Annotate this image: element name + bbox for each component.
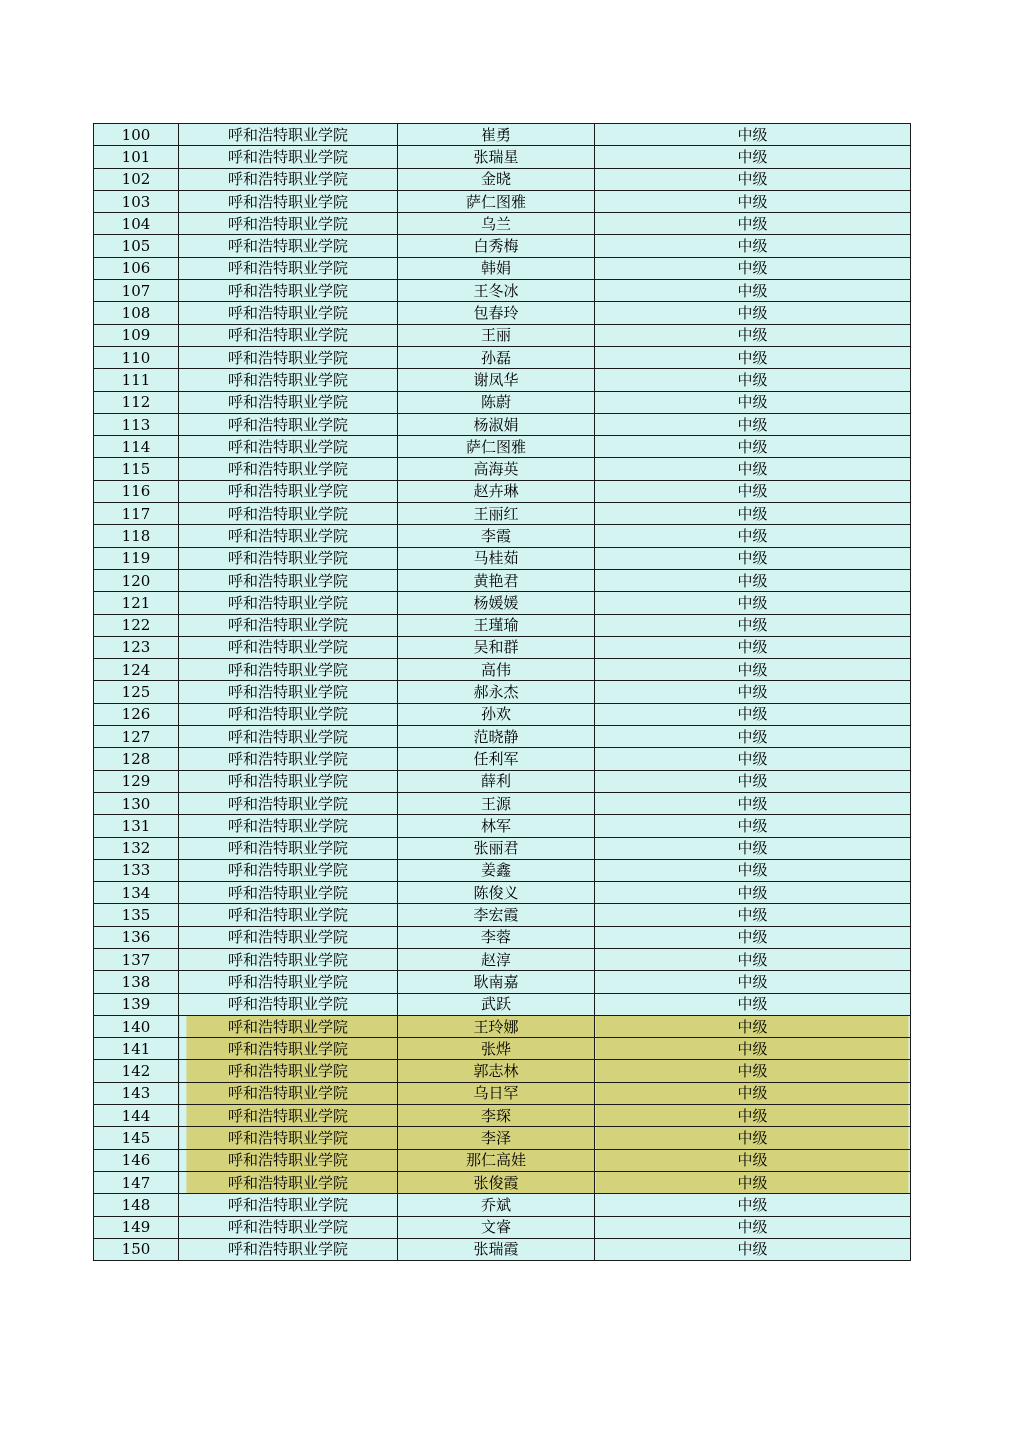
level-cell: 中级	[595, 837, 911, 859]
table-row	[94, 1149, 911, 1171]
person-name-cell: 王玲娜	[398, 1015, 595, 1037]
school-cell: 呼和浩特职业学院	[179, 815, 398, 837]
table-row	[94, 1015, 911, 1037]
row-number-cell: 103	[94, 190, 179, 212]
school-cell: 呼和浩特职业学院	[179, 770, 398, 792]
school-cell: 呼和浩特职业学院	[179, 859, 398, 881]
table-row	[94, 837, 911, 859]
table-row	[94, 302, 911, 324]
person-name-cell: 萨仁图雅	[398, 436, 595, 458]
level-cell: 中级	[595, 503, 911, 525]
row-number-cell: 106	[94, 257, 179, 279]
row-number-cell: 132	[94, 837, 179, 859]
school-cell: 呼和浩特职业学院	[179, 302, 398, 324]
row-number-cell: 142	[94, 1060, 179, 1082]
row-number-cell: 111	[94, 369, 179, 391]
school-cell: 呼和浩特职业学院	[179, 971, 398, 993]
table-row	[94, 324, 911, 346]
row-number-cell: 131	[94, 815, 179, 837]
person-name-cell: 王丽红	[398, 503, 595, 525]
table-row	[94, 124, 911, 146]
school-cell: 呼和浩特职业学院	[179, 748, 398, 770]
person-name-cell: 耿南嘉	[398, 971, 595, 993]
school-cell: 呼和浩特职业学院	[179, 592, 398, 614]
level-cell: 中级	[595, 190, 911, 212]
row-number-cell: 148	[94, 1194, 179, 1216]
school-cell: 呼和浩特职业学院	[179, 1038, 398, 1060]
table-row	[94, 391, 911, 413]
row-number-cell: 141	[94, 1038, 179, 1060]
row-number-cell: 144	[94, 1105, 179, 1127]
table-row	[94, 1194, 911, 1216]
person-name-cell: 孙欢	[398, 703, 595, 725]
person-name-cell: 谢凤华	[398, 369, 595, 391]
row-number-cell: 124	[94, 659, 179, 681]
school-cell: 呼和浩特职业学院	[179, 1127, 398, 1149]
person-name-cell: 张瑞霞	[398, 1238, 595, 1260]
person-name-cell: 崔勇	[398, 124, 595, 146]
school-cell: 呼和浩特职业学院	[179, 659, 398, 681]
level-cell: 中级	[595, 770, 911, 792]
table-row	[94, 882, 911, 904]
school-cell: 呼和浩特职业学院	[179, 1216, 398, 1238]
person-name-cell: 林军	[398, 815, 595, 837]
person-name-cell: 李宏霞	[398, 904, 595, 926]
school-cell: 呼和浩特职业学院	[179, 458, 398, 480]
table-row	[94, 1105, 911, 1127]
table-row	[94, 1216, 911, 1238]
table-row	[94, 235, 911, 257]
row-number-cell: 139	[94, 993, 179, 1015]
school-cell: 呼和浩特职业学院	[179, 1060, 398, 1082]
row-number-cell: 137	[94, 948, 179, 970]
school-cell: 呼和浩特职业学院	[179, 257, 398, 279]
table-row	[94, 436, 911, 458]
table-row	[94, 726, 911, 748]
level-cell: 中级	[595, 926, 911, 948]
table-row	[94, 146, 911, 168]
level-cell: 中级	[595, 703, 911, 725]
level-cell: 中级	[595, 1038, 911, 1060]
school-cell: 呼和浩特职业学院	[179, 1194, 398, 1216]
row-number-cell: 108	[94, 302, 179, 324]
row-number-cell: 134	[94, 882, 179, 904]
row-number-cell: 112	[94, 391, 179, 413]
row-number-cell: 146	[94, 1149, 179, 1171]
level-cell: 中级	[595, 614, 911, 636]
level-cell: 中级	[595, 1238, 911, 1260]
school-cell: 呼和浩特职业学院	[179, 1171, 398, 1193]
person-name-cell: 孙磊	[398, 346, 595, 368]
row-number-cell: 143	[94, 1082, 179, 1104]
level-cell: 中级	[595, 859, 911, 881]
table-row	[94, 346, 911, 368]
school-cell: 呼和浩特职业学院	[179, 503, 398, 525]
level-cell: 中级	[595, 235, 911, 257]
table-row	[94, 1082, 911, 1104]
school-cell: 呼和浩特职业学院	[179, 124, 398, 146]
table-row	[94, 971, 911, 993]
person-name-cell: 张瑞星	[398, 146, 595, 168]
level-cell: 中级	[595, 257, 911, 279]
school-cell: 呼和浩特职业学院	[179, 235, 398, 257]
level-cell: 中级	[595, 346, 911, 368]
level-cell: 中级	[595, 547, 911, 569]
row-number-cell: 127	[94, 726, 179, 748]
person-name-cell: 杨淑娟	[398, 413, 595, 435]
level-cell: 中级	[595, 436, 911, 458]
row-number-cell: 147	[94, 1171, 179, 1193]
row-number-cell: 102	[94, 168, 179, 190]
row-number-cell: 119	[94, 547, 179, 569]
person-name-cell: 萨仁图雅	[398, 190, 595, 212]
row-number-cell: 113	[94, 413, 179, 435]
level-cell: 中级	[595, 882, 911, 904]
level-cell: 中级	[595, 1082, 911, 1104]
table-row	[94, 993, 911, 1015]
row-number-cell: 121	[94, 592, 179, 614]
level-cell: 中级	[595, 302, 911, 324]
person-name-cell: 王冬冰	[398, 280, 595, 302]
level-cell: 中级	[595, 659, 911, 681]
table-row	[94, 413, 911, 435]
person-name-cell: 李蓉	[398, 926, 595, 948]
person-name-cell: 赵卉琳	[398, 480, 595, 502]
school-cell: 呼和浩特职业学院	[179, 280, 398, 302]
person-name-cell: 张丽君	[398, 837, 595, 859]
table-row	[94, 1171, 911, 1193]
table-row	[94, 770, 911, 792]
person-name-cell: 陈蔚	[398, 391, 595, 413]
person-name-cell: 白秀梅	[398, 235, 595, 257]
person-name-cell: 金晓	[398, 168, 595, 190]
row-number-cell: 110	[94, 346, 179, 368]
table-row	[94, 1238, 911, 1260]
person-name-cell: 郝永杰	[398, 681, 595, 703]
person-name-cell: 郭志林	[398, 1060, 595, 1082]
table-row	[94, 569, 911, 591]
row-number-cell: 138	[94, 971, 179, 993]
row-number-cell: 101	[94, 146, 179, 168]
level-cell: 中级	[595, 1105, 911, 1127]
school-cell: 呼和浩特职业学院	[179, 948, 398, 970]
table-row	[94, 1060, 911, 1082]
row-number-cell: 126	[94, 703, 179, 725]
row-number-cell: 149	[94, 1216, 179, 1238]
row-number-cell: 128	[94, 748, 179, 770]
level-cell: 中级	[595, 124, 911, 146]
row-number-cell: 123	[94, 636, 179, 658]
level-cell: 中级	[595, 636, 911, 658]
school-cell: 呼和浩特职业学院	[179, 837, 398, 859]
level-cell: 中级	[595, 569, 911, 591]
row-number-cell: 105	[94, 235, 179, 257]
person-name-cell: 文睿	[398, 1216, 595, 1238]
person-name-cell: 黄艳君	[398, 569, 595, 591]
person-name-cell: 张烨	[398, 1038, 595, 1060]
table-row	[94, 257, 911, 279]
school-cell: 呼和浩特职业学院	[179, 346, 398, 368]
person-name-cell: 高伟	[398, 659, 595, 681]
person-name-cell: 王源	[398, 792, 595, 814]
level-cell: 中级	[595, 324, 911, 346]
roster-table-body	[94, 124, 911, 1261]
table-row	[94, 904, 911, 926]
level-cell: 中级	[595, 1149, 911, 1171]
row-number-cell: 100	[94, 124, 179, 146]
table-row	[94, 926, 911, 948]
level-cell: 中级	[595, 1015, 911, 1037]
person-name-cell: 韩娟	[398, 257, 595, 279]
level-cell: 中级	[595, 213, 911, 235]
person-name-cell: 那仁高娃	[398, 1149, 595, 1171]
level-cell: 中级	[595, 525, 911, 547]
table-row	[94, 458, 911, 480]
table-row	[94, 614, 911, 636]
school-cell: 呼和浩特职业学院	[179, 703, 398, 725]
level-cell: 中级	[595, 792, 911, 814]
person-name-cell: 吴和群	[398, 636, 595, 658]
table-row	[94, 948, 911, 970]
level-cell: 中级	[595, 369, 911, 391]
level-cell: 中级	[595, 1060, 911, 1082]
school-cell: 呼和浩特职业学院	[179, 146, 398, 168]
table-row	[94, 815, 911, 837]
table-row	[94, 859, 911, 881]
school-cell: 呼和浩特职业学院	[179, 1149, 398, 1171]
table-row	[94, 190, 911, 212]
table-row	[94, 213, 911, 235]
row-number-cell: 120	[94, 569, 179, 591]
person-name-cell: 李泽	[398, 1127, 595, 1149]
table-row	[94, 280, 911, 302]
row-number-cell: 140	[94, 1015, 179, 1037]
table-row	[94, 503, 911, 525]
table-row	[94, 168, 911, 190]
row-number-cell: 118	[94, 525, 179, 547]
row-number-cell: 150	[94, 1238, 179, 1260]
person-name-cell: 王瑾瑜	[398, 614, 595, 636]
person-name-cell: 范晓静	[398, 726, 595, 748]
person-name-cell: 李霞	[398, 525, 595, 547]
school-cell: 呼和浩特职业学院	[179, 324, 398, 346]
table-row	[94, 748, 911, 770]
person-name-cell: 高海英	[398, 458, 595, 480]
level-cell: 中级	[595, 413, 911, 435]
school-cell: 呼和浩特职业学院	[179, 525, 398, 547]
row-number-cell: 109	[94, 324, 179, 346]
school-cell: 呼和浩特职业学院	[179, 726, 398, 748]
level-cell: 中级	[595, 280, 911, 302]
row-number-cell: 117	[94, 503, 179, 525]
person-name-cell: 薛利	[398, 770, 595, 792]
school-cell: 呼和浩特职业学院	[179, 547, 398, 569]
table-row	[94, 1038, 911, 1060]
table-row	[94, 1127, 911, 1149]
school-cell: 呼和浩特职业学院	[179, 614, 398, 636]
school-cell: 呼和浩特职业学院	[179, 391, 398, 413]
person-name-cell: 赵淳	[398, 948, 595, 970]
level-cell: 中级	[595, 948, 911, 970]
school-cell: 呼和浩特职业学院	[179, 1015, 398, 1037]
row-number-cell: 114	[94, 436, 179, 458]
person-name-cell: 李琛	[398, 1105, 595, 1127]
level-cell: 中级	[595, 480, 911, 502]
roster-table	[93, 123, 911, 1261]
row-number-cell: 129	[94, 770, 179, 792]
school-cell: 呼和浩特职业学院	[179, 792, 398, 814]
school-cell: 呼和浩特职业学院	[179, 926, 398, 948]
table-row	[94, 659, 911, 681]
school-cell: 呼和浩特职业学院	[179, 993, 398, 1015]
row-number-cell: 135	[94, 904, 179, 926]
person-name-cell: 乌兰	[398, 213, 595, 235]
level-cell: 中级	[595, 391, 911, 413]
row-number-cell: 125	[94, 681, 179, 703]
level-cell: 中级	[595, 168, 911, 190]
row-number-cell: 130	[94, 792, 179, 814]
table-row	[94, 792, 911, 814]
school-cell: 呼和浩特职业学院	[179, 480, 398, 502]
level-cell: 中级	[595, 592, 911, 614]
person-name-cell: 包春玲	[398, 302, 595, 324]
row-number-cell: 107	[94, 280, 179, 302]
level-cell: 中级	[595, 971, 911, 993]
person-name-cell: 王丽	[398, 324, 595, 346]
row-number-cell: 136	[94, 926, 179, 948]
person-name-cell: 马桂茹	[398, 547, 595, 569]
school-cell: 呼和浩特职业学院	[179, 213, 398, 235]
row-number-cell: 104	[94, 213, 179, 235]
person-name-cell: 乔斌	[398, 1194, 595, 1216]
table-row	[94, 703, 911, 725]
school-cell: 呼和浩特职业学院	[179, 681, 398, 703]
person-name-cell: 姜鑫	[398, 859, 595, 881]
table-row	[94, 480, 911, 502]
level-cell: 中级	[595, 458, 911, 480]
level-cell: 中级	[595, 904, 911, 926]
person-name-cell: 乌日罕	[398, 1082, 595, 1104]
school-cell: 呼和浩特职业学院	[179, 569, 398, 591]
school-cell: 呼和浩特职业学院	[179, 1238, 398, 1260]
school-cell: 呼和浩特职业学院	[179, 1105, 398, 1127]
level-cell: 中级	[595, 726, 911, 748]
row-number-cell: 145	[94, 1127, 179, 1149]
table-row	[94, 592, 911, 614]
school-cell: 呼和浩特职业学院	[179, 636, 398, 658]
school-cell: 呼和浩特职业学院	[179, 1082, 398, 1104]
row-number-cell: 122	[94, 614, 179, 636]
person-name-cell: 陈俊义	[398, 882, 595, 904]
table-row	[94, 547, 911, 569]
school-cell: 呼和浩特职业学院	[179, 190, 398, 212]
person-name-cell: 杨媛媛	[398, 592, 595, 614]
school-cell: 呼和浩特职业学院	[179, 413, 398, 435]
row-number-cell: 115	[94, 458, 179, 480]
level-cell: 中级	[595, 1194, 911, 1216]
school-cell: 呼和浩特职业学院	[179, 904, 398, 926]
level-cell: 中级	[595, 146, 911, 168]
level-cell: 中级	[595, 993, 911, 1015]
school-cell: 呼和浩特职业学院	[179, 882, 398, 904]
school-cell: 呼和浩特职业学院	[179, 436, 398, 458]
person-name-cell: 张俊霞	[398, 1171, 595, 1193]
person-name-cell: 任利军	[398, 748, 595, 770]
level-cell: 中级	[595, 815, 911, 837]
table-row	[94, 636, 911, 658]
row-number-cell: 133	[94, 859, 179, 881]
level-cell: 中级	[595, 681, 911, 703]
school-cell: 呼和浩特职业学院	[179, 369, 398, 391]
level-cell: 中级	[595, 1127, 911, 1149]
table-row	[94, 681, 911, 703]
school-cell: 呼和浩特职业学院	[179, 168, 398, 190]
level-cell: 中级	[595, 1171, 911, 1193]
table-row	[94, 369, 911, 391]
row-number-cell: 116	[94, 480, 179, 502]
table-row	[94, 525, 911, 547]
person-name-cell: 武跃	[398, 993, 595, 1015]
level-cell: 中级	[595, 1216, 911, 1238]
level-cell: 中级	[595, 748, 911, 770]
